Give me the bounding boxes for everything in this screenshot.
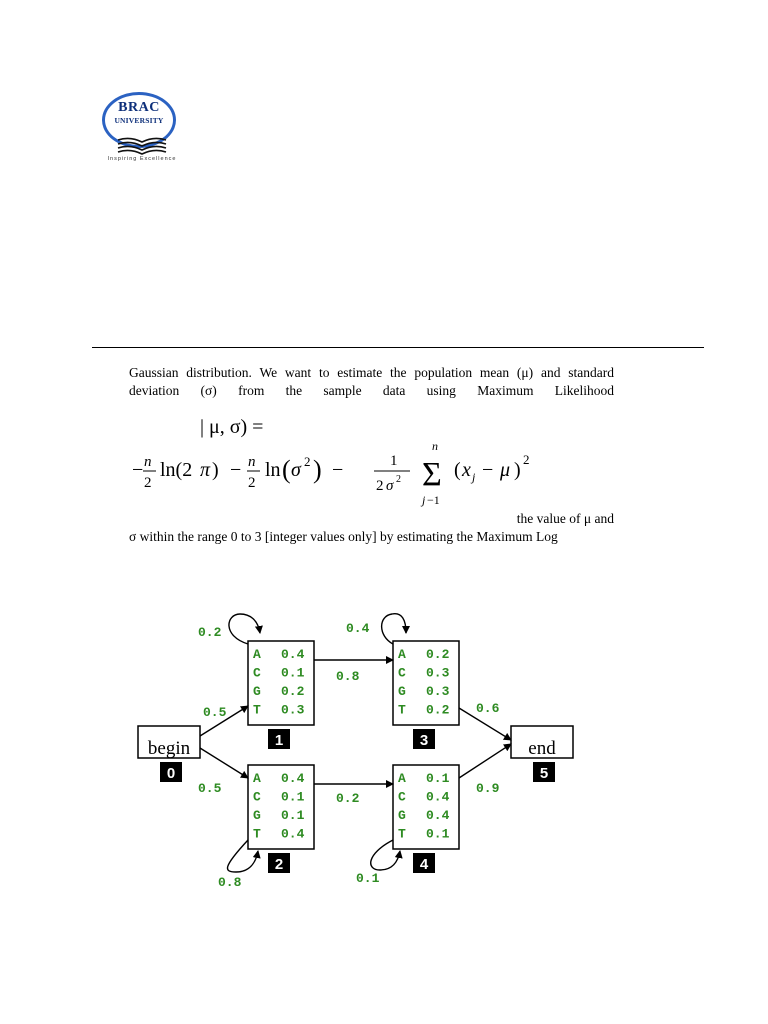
state-id-1: 1 bbox=[274, 732, 284, 749]
svg-text:(: ( bbox=[454, 459, 461, 481]
transition-prob-0-2: 0.5 bbox=[198, 781, 222, 796]
state-id-4: 4 bbox=[419, 856, 429, 873]
svg-text:ln: ln bbox=[265, 459, 281, 481]
transition-arrow-4-5 bbox=[459, 744, 511, 778]
task-paragraph bbox=[129, 510, 614, 546]
transition-prob-1-3: 0.8 bbox=[336, 669, 360, 684]
state-id-0: 0 bbox=[166, 765, 176, 782]
svg-text:n: n bbox=[144, 454, 152, 470]
transition-prob-1-1: 0.2 bbox=[198, 625, 222, 640]
svg-text:): ) bbox=[514, 459, 521, 481]
emission-prob-s4-A: 0.1 bbox=[426, 771, 450, 786]
brac-university-logo bbox=[96, 92, 188, 168]
svg-text:2: 2 bbox=[304, 454, 311, 469]
logo-name-line1: BRAC bbox=[118, 100, 160, 115]
emission-prob-s2-A: 0.4 bbox=[281, 771, 305, 786]
svg-text:): ) bbox=[212, 459, 219, 481]
state-label-begin: begin bbox=[147, 738, 191, 759]
emission-prob-s4-T: 0.1 bbox=[426, 826, 450, 842]
intro-paragraph: Gaussian distribution. We want to estimate the population mean (μ) and standard deviation (σ) from the sample data using Maximum Likelihood bbox=[129, 365, 614, 398]
emission-symbol-s4-A: A bbox=[398, 771, 406, 786]
state-id-5: 5 bbox=[539, 765, 549, 782]
svg-text:−: − bbox=[482, 459, 494, 481]
svg-text:π: π bbox=[200, 459, 211, 481]
svg-text:): ) bbox=[313, 455, 322, 484]
emission-symbol-s4-T: T bbox=[398, 826, 406, 842]
transition-prob-0-1: 0.5 bbox=[203, 705, 227, 720]
transition-prob-4-5: 0.9 bbox=[476, 781, 500, 796]
svg-text:−: − bbox=[132, 459, 144, 481]
svg-text:2: 2 bbox=[376, 478, 384, 494]
emission-prob-s3-G: 0.3 bbox=[426, 684, 450, 699]
svg-text:σ: σ bbox=[291, 459, 301, 481]
emission-symbol-s2-A: A bbox=[253, 771, 261, 786]
emission-prob-s1-C: 0.1 bbox=[281, 665, 305, 681]
emission-symbol-s3-G: G bbox=[398, 684, 406, 699]
svg-text:2: 2 bbox=[248, 475, 256, 491]
task-line-2: σ within the range 0 to 3 [integer values only] by estimating the Maximum Log bbox=[129, 529, 558, 544]
transition-prob-2-2: 0.8 bbox=[218, 875, 242, 890]
state-id-3: 3 bbox=[419, 732, 429, 749]
emission-symbol-s2-G: G bbox=[253, 808, 261, 823]
formula-head: | μ, σ) = bbox=[200, 416, 264, 438]
emission-prob-s1-T: 0.3 bbox=[281, 702, 305, 718]
transition-prob-3-5: 0.6 bbox=[476, 701, 500, 716]
logo-motto: Inspiring Excellence bbox=[107, 156, 177, 162]
emission-prob-s2-T: 0.4 bbox=[281, 826, 305, 842]
transition-prob-2-4: 0.2 bbox=[336, 791, 360, 806]
svg-text:n: n bbox=[248, 454, 256, 470]
svg-text:σ: σ bbox=[386, 478, 394, 494]
logo-wordmark bbox=[102, 101, 176, 125]
svg-text:n: n bbox=[432, 439, 438, 453]
state-label-end: end bbox=[528, 738, 556, 759]
horizontal-rule bbox=[92, 347, 704, 348]
self-loop-3 bbox=[382, 614, 406, 644]
svg-text:2: 2 bbox=[396, 474, 401, 485]
log-likelihood-formula bbox=[132, 438, 552, 508]
svg-text:Σ: Σ bbox=[422, 456, 442, 493]
book-icon bbox=[114, 136, 170, 156]
svg-text:2: 2 bbox=[523, 452, 530, 467]
svg-text:μ: μ bbox=[500, 459, 511, 481]
emission-symbol-s1-C: C bbox=[253, 665, 261, 681]
svg-text:2: 2 bbox=[144, 475, 152, 491]
svg-text:−1: −1 bbox=[427, 493, 440, 507]
emission-prob-s1-A: 0.4 bbox=[281, 647, 305, 662]
svg-text:−: − bbox=[230, 459, 242, 481]
emission-prob-s3-T: 0.2 bbox=[426, 702, 450, 718]
emission-symbol-s3-A: A bbox=[398, 647, 406, 662]
hmm-state-diagram bbox=[128, 608, 588, 898]
state-begin bbox=[138, 726, 200, 759]
emission-symbol-s1-T: T bbox=[253, 702, 261, 718]
svg-text:x: x bbox=[462, 459, 471, 481]
emission-symbol-s1-G: G bbox=[253, 684, 261, 699]
emission-prob-s3-C: 0.3 bbox=[426, 665, 450, 681]
svg-text:ln(2: ln(2 bbox=[160, 459, 193, 481]
emission-symbol-s4-C: C bbox=[398, 789, 406, 805]
emission-symbol-s4-G: G bbox=[398, 808, 406, 823]
transition-arrow-0-2 bbox=[200, 748, 248, 778]
svg-text:j: j bbox=[472, 470, 476, 484]
self-loop-1 bbox=[229, 614, 260, 644]
emission-prob-s4-G: 0.4 bbox=[426, 808, 450, 823]
transition-prob-4-4: 0.1 bbox=[356, 871, 380, 886]
svg-text:1: 1 bbox=[390, 453, 398, 469]
state-id-2: 2 bbox=[274, 856, 284, 873]
state-end bbox=[511, 726, 573, 759]
emission-symbol-s2-C: C bbox=[253, 789, 261, 805]
logo-name-line2: UNIVERSITY bbox=[114, 116, 164, 125]
svg-text:(: ( bbox=[282, 455, 291, 484]
task-line-1: the value of μ and bbox=[516, 511, 614, 526]
emission-symbol-s3-T: T bbox=[398, 702, 406, 718]
svg-text:−: − bbox=[332, 459, 344, 481]
emission-prob-s1-G: 0.2 bbox=[281, 684, 305, 699]
transition-prob-3-3: 0.4 bbox=[346, 621, 370, 636]
emission-prob-s3-A: 0.2 bbox=[426, 647, 450, 662]
emission-prob-s2-C: 0.1 bbox=[281, 789, 305, 805]
emission-prob-s4-C: 0.4 bbox=[426, 789, 450, 805]
emission-symbol-s1-A: A bbox=[253, 647, 261, 662]
emission-prob-s2-G: 0.1 bbox=[281, 808, 305, 823]
emission-symbol-s2-T: T bbox=[253, 826, 261, 842]
svg-text:j: j bbox=[422, 493, 426, 507]
emission-symbol-s3-C: C bbox=[398, 665, 406, 681]
